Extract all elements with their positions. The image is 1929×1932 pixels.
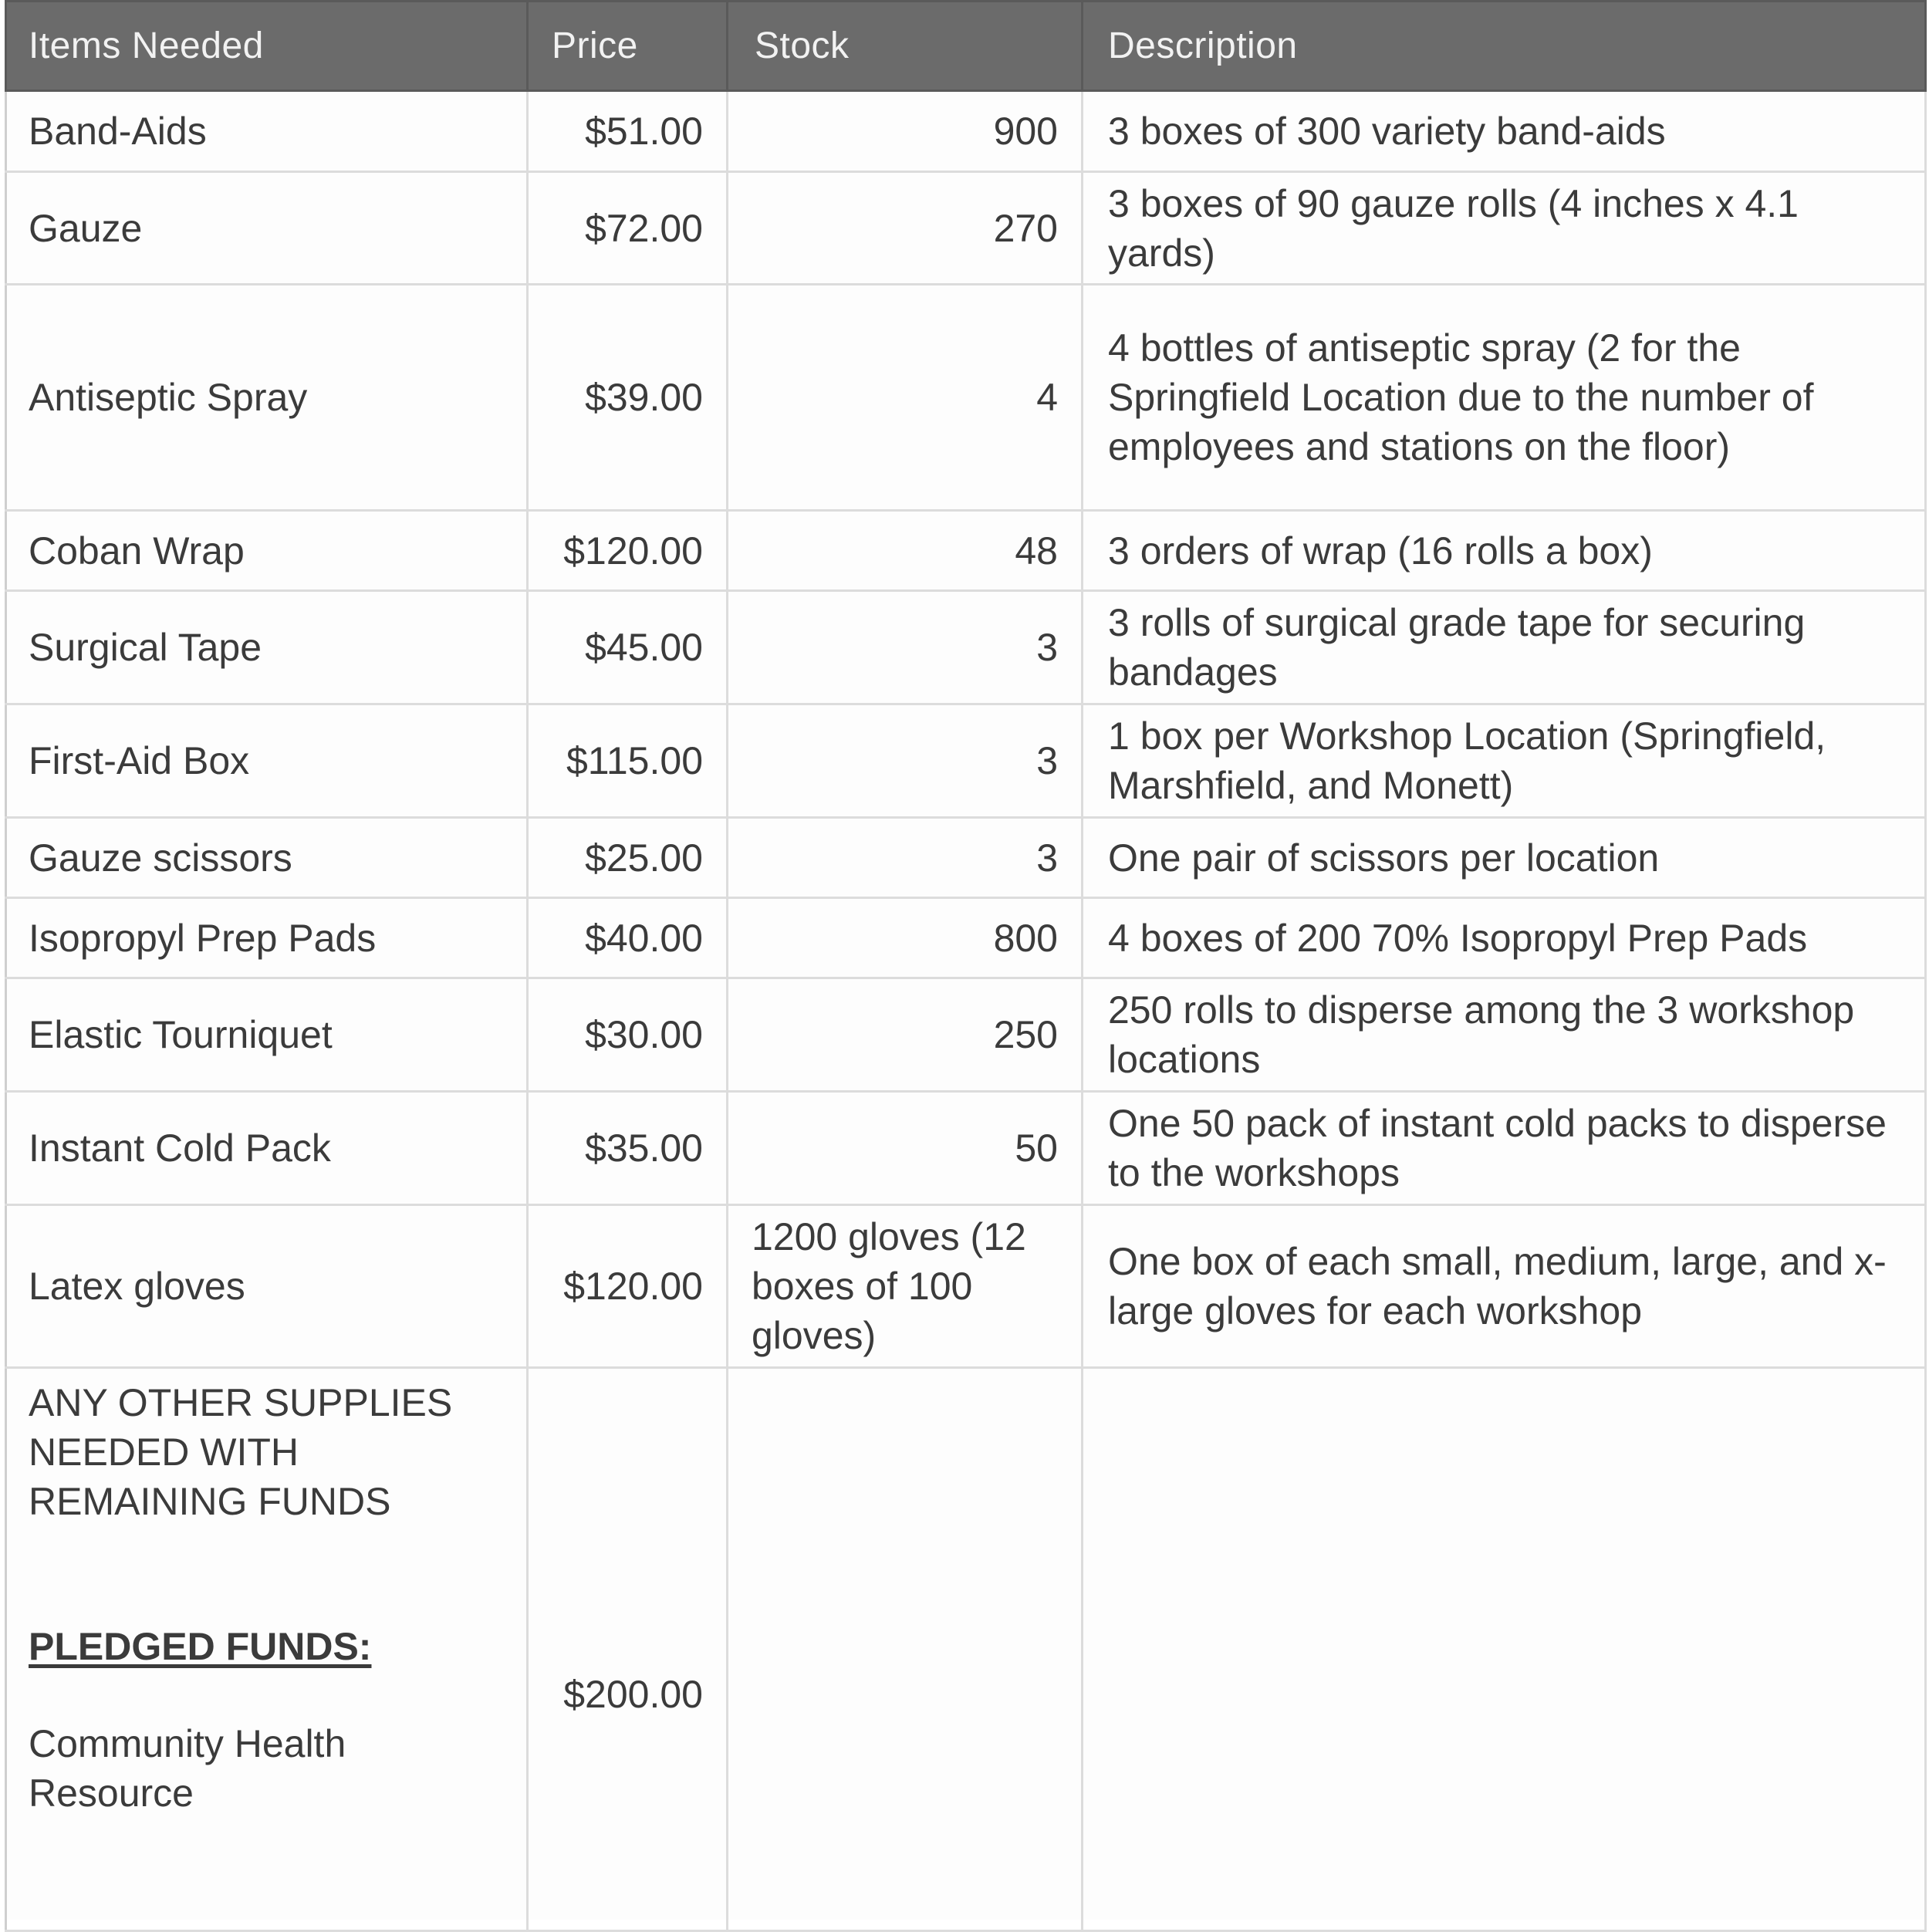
item-name: Gauze scissors (6, 818, 528, 898)
table-header (6, 2, 1926, 91)
item-price: $25.00 (528, 818, 728, 898)
item-stock: 4 (728, 285, 1083, 511)
other-supplies-heading: ANY OTHER SUPPLIES NEEDED WITH REMAINING FUNDS (29, 1381, 453, 1523)
item-description: One 50 pack of instant cold packs to disperse to the workshops (1083, 1092, 1926, 1205)
item-name: Coban Wrap (6, 511, 528, 591)
item-name: Surgical Tape (6, 591, 528, 704)
item-price: $39.00 (528, 285, 728, 511)
table-row (6, 511, 1926, 591)
pledged-source: Community Health Resource (29, 1722, 346, 1815)
pledged-funds-row (6, 1368, 1926, 1931)
item-stock: 250 (728, 978, 1083, 1092)
item-price: $51.00 (528, 91, 728, 172)
item-stock: 270 (728, 172, 1083, 285)
table-row (6, 1205, 1926, 1368)
item-description: 4 boxes of 200 70% Isopropyl Prep Pads (1083, 898, 1926, 978)
item-stock: 3 (728, 591, 1083, 704)
item-price: $72.00 (528, 172, 728, 285)
header-row (6, 2, 1926, 91)
item-name: Antiseptic Spray (6, 285, 528, 511)
table-row (6, 172, 1926, 285)
other-supplies-cell (6, 1368, 528, 1931)
pledged-stock-empty (728, 1368, 1083, 1931)
item-price: $115.00 (528, 704, 728, 818)
item-price: $120.00 (528, 1205, 728, 1368)
item-description: 3 orders of wrap (16 rolls a box) (1083, 511, 1926, 591)
item-stock: 50 (728, 1092, 1083, 1205)
item-description: 3 rolls of surgical grade tape for securing bandages (1083, 591, 1926, 704)
item-name: Latex gloves (6, 1205, 528, 1368)
item-stock: 3 (728, 704, 1083, 818)
item-description: One box of each small, medium, large, and x-large gloves for each workshop (1083, 1205, 1926, 1368)
supplies-table (5, 0, 1927, 1932)
item-description: 250 rolls to disperse among the 3 workshop locations (1083, 978, 1926, 1092)
table-body (6, 91, 1926, 1931)
item-name: First-Aid Box (6, 704, 528, 818)
item-price: $45.00 (528, 591, 728, 704)
item-price: $30.00 (528, 978, 728, 1092)
table-row (6, 285, 1926, 511)
supply-sheet (5, 0, 1924, 1920)
item-name: Gauze (6, 172, 528, 285)
item-stock: 48 (728, 511, 1083, 591)
item-description: 3 boxes of 300 variety band-aids (1083, 91, 1926, 172)
pledged-description-empty (1083, 1368, 1926, 1931)
item-name: Band-Aids (6, 91, 528, 172)
header-items-needed: Items Needed (6, 2, 528, 91)
header-description: Description (1083, 2, 1926, 91)
header-stock: Stock (728, 2, 1083, 91)
item-description: One pair of scissors per location (1083, 818, 1926, 898)
item-price: $40.00 (528, 898, 728, 978)
item-name: Elastic Tourniquet (6, 978, 528, 1092)
item-stock: 800 (728, 898, 1083, 978)
table-row (6, 1092, 1926, 1205)
pledged-funds-label: PLEDGED FUNDS: (29, 1625, 372, 1668)
item-description: 3 boxes of 90 gauze rolls (4 inches x 4.1 yards) (1083, 172, 1926, 285)
item-description: 4 bottles of antiseptic spray (2 for the Springfield Location due to the number of employees and stations on the floor) (1083, 285, 1926, 511)
table-row (6, 818, 1926, 898)
table-row (6, 704, 1926, 818)
table-row (6, 898, 1926, 978)
item-description: 1 box per Workshop Location (Springfield, Marshfield, and Monett) (1083, 704, 1926, 818)
table-row (6, 91, 1926, 172)
table-row (6, 978, 1926, 1092)
item-stock: 3 (728, 818, 1083, 898)
item-name: Instant Cold Pack (6, 1092, 528, 1205)
item-price: $120.00 (528, 511, 728, 591)
header-price: Price (528, 2, 728, 91)
item-stock: 1200 gloves (12 boxes of 100 gloves) (728, 1205, 1083, 1368)
item-stock: 900 (728, 91, 1083, 172)
item-name: Isopropyl Prep Pads (6, 898, 528, 978)
table-row (6, 591, 1926, 704)
item-price: $35.00 (528, 1092, 728, 1205)
pledged-amount: $200.00 (528, 1368, 728, 1931)
